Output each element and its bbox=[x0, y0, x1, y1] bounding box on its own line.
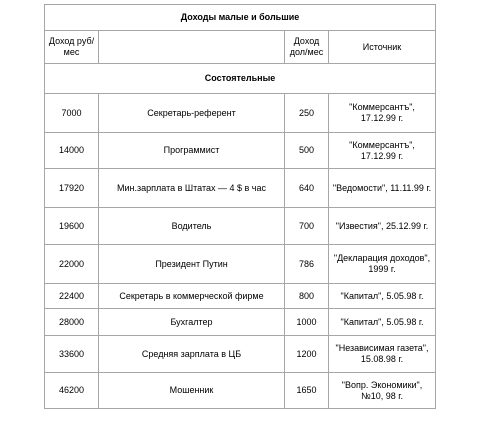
header-row bbox=[45, 31, 436, 64]
cell-source: "Капитал", 5.05.98 г. bbox=[329, 284, 436, 309]
cell-position: Мошенник bbox=[99, 373, 285, 409]
cell-income-rub: 19600 bbox=[45, 208, 99, 245]
cell-income-usd: 250 bbox=[285, 94, 329, 133]
header-source: Источник bbox=[329, 31, 436, 64]
cell-income-rub: 33600 bbox=[45, 336, 99, 373]
cell-position: Президент Путин bbox=[99, 245, 285, 284]
cell-income-rub: 7000 bbox=[45, 94, 99, 133]
table-row bbox=[45, 373, 436, 409]
cell-source: "Вопр. Экономики", №10, 98 г. bbox=[329, 373, 436, 409]
table-title: Доходы малые и большие bbox=[45, 5, 436, 31]
cell-income-rub: 28000 bbox=[45, 309, 99, 336]
header-income-rub: Доход руб/мес bbox=[45, 31, 99, 64]
cell-position: Секретарь-референт bbox=[99, 94, 285, 133]
cell-income-rub: 22000 bbox=[45, 245, 99, 284]
table-row bbox=[45, 336, 436, 373]
header-income-usd: Доход дол/мес bbox=[285, 31, 329, 64]
table-row bbox=[45, 208, 436, 245]
table-row bbox=[45, 284, 436, 309]
cell-income-rub: 14000 bbox=[45, 133, 99, 169]
cell-income-usd: 500 bbox=[285, 133, 329, 169]
cell-position: Средняя зарплата в ЦБ bbox=[99, 336, 285, 373]
table-row bbox=[45, 94, 436, 133]
cell-income-usd: 700 bbox=[285, 208, 329, 245]
table-row bbox=[45, 245, 436, 284]
cell-position: Мин.зарплата в Штатах — 4 $ в час bbox=[99, 169, 285, 208]
cell-income-usd: 800 bbox=[285, 284, 329, 309]
cell-position: Водитель bbox=[99, 208, 285, 245]
cell-source: "Коммерсантъ", 17.12.99 г. bbox=[329, 133, 436, 169]
table-row bbox=[45, 169, 436, 208]
section-row bbox=[45, 64, 436, 94]
cell-position: Программист bbox=[99, 133, 285, 169]
cell-position: Бухгалтер bbox=[99, 309, 285, 336]
cell-income-usd: 1200 bbox=[285, 336, 329, 373]
cell-source: "Декларация доходов", 1999 г. bbox=[329, 245, 436, 284]
table-row bbox=[45, 309, 436, 336]
section-title: Состоятельные bbox=[45, 64, 436, 94]
cell-position: Секретарь в коммерческой фирме bbox=[99, 284, 285, 309]
cell-income-rub: 17920 bbox=[45, 169, 99, 208]
header-position bbox=[99, 31, 285, 64]
cell-income-rub: 46200 bbox=[45, 373, 99, 409]
cell-income-usd: 786 bbox=[285, 245, 329, 284]
cell-income-usd: 1000 bbox=[285, 309, 329, 336]
cell-source: "Независимая газета", 15.08.98 г. bbox=[329, 336, 436, 373]
income-table bbox=[44, 4, 436, 409]
cell-income-rub: 22400 bbox=[45, 284, 99, 309]
table-row bbox=[45, 133, 436, 169]
cell-income-usd: 640 bbox=[285, 169, 329, 208]
cell-source: "Капитал", 5.05.98 г. bbox=[329, 309, 436, 336]
cell-source: "Ведомости", 11.11.99 г. bbox=[329, 169, 436, 208]
cell-source: "Известия", 25.12.99 г. bbox=[329, 208, 436, 245]
cell-source: "Коммерсантъ", 17.12.99 г. bbox=[329, 94, 436, 133]
cell-income-usd: 1650 bbox=[285, 373, 329, 409]
title-row bbox=[45, 5, 436, 31]
